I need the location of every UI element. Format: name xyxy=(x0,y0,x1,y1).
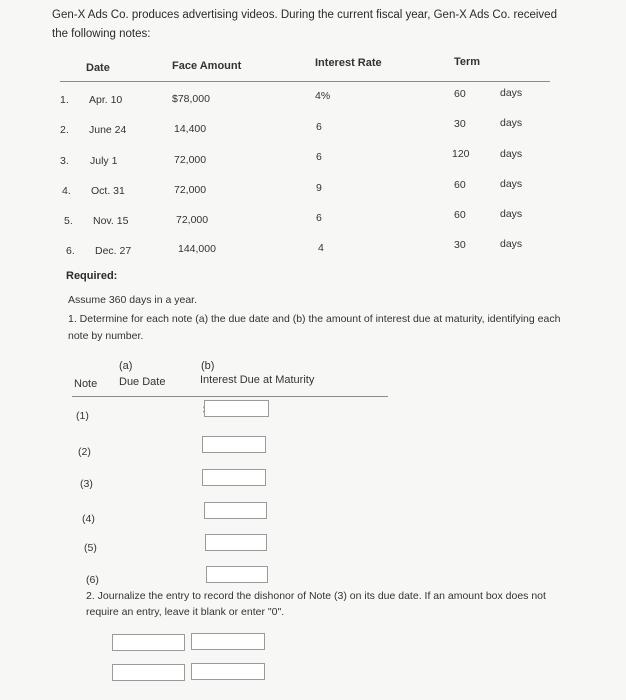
row-number: 5. xyxy=(64,215,73,227)
row-term-unit: days xyxy=(500,87,523,99)
row-face-amount: 72,000 xyxy=(174,184,207,196)
assume-text: Assume 360 days in a year. xyxy=(68,294,197,306)
row-term-unit: days xyxy=(500,238,523,250)
table-header-rule xyxy=(60,81,550,82)
row-date: Dec. 27 xyxy=(95,245,132,257)
row-face-amount: 14,400 xyxy=(174,123,207,135)
row-date: Oct. 31 xyxy=(91,185,125,197)
journal-credit-input-1[interactable] xyxy=(191,633,265,650)
interest-input-6[interactable] xyxy=(206,566,268,583)
row-term: 60 xyxy=(454,88,466,100)
answer-note-label: (1) xyxy=(76,410,89,422)
row-number: 3. xyxy=(60,155,69,167)
journal-debit-input-1[interactable] xyxy=(112,634,185,651)
row-date: Apr. 10 xyxy=(89,94,123,106)
col-b-label: (b) xyxy=(201,360,215,372)
row-interest-rate: 4% xyxy=(315,90,331,102)
row-date: July 1 xyxy=(90,155,118,167)
row-interest-rate: 4 xyxy=(318,242,324,254)
row-term: 120 xyxy=(452,148,470,160)
journal-credit-input-2[interactable] xyxy=(191,663,265,680)
row-face-amount: 72,000 xyxy=(176,214,209,226)
row-term-unit: days xyxy=(500,178,523,190)
row-term: 30 xyxy=(454,118,466,130)
col-note-header: Note xyxy=(74,378,98,390)
row-term-unit: days xyxy=(500,208,523,220)
row-term: 60 xyxy=(454,209,466,221)
interest-input-3[interactable] xyxy=(202,469,266,486)
required-heading: Required: xyxy=(66,270,118,282)
row-date: Nov. 15 xyxy=(93,215,129,227)
answer-note-label: (3) xyxy=(80,478,93,490)
row-number: 1. xyxy=(60,94,69,106)
row-number: 4. xyxy=(62,185,71,197)
header-interest-rate: Interest Rate xyxy=(315,57,382,69)
row-interest-rate: 6 xyxy=(316,151,322,163)
answer-note-label: (2) xyxy=(78,446,91,458)
row-face-amount: 144,000 xyxy=(178,243,216,255)
col-interest-header: Interest Due at Maturity xyxy=(200,374,315,386)
header-date: Date xyxy=(86,62,110,74)
row-term-unit: days xyxy=(500,148,523,160)
row-interest-rate: 6 xyxy=(316,212,322,224)
row-interest-rate: 9 xyxy=(316,182,322,194)
answer-header-rule xyxy=(72,396,388,397)
row-term: 30 xyxy=(454,239,466,251)
question-2: 2. Journalize the entry to record the dishonor of Note (3) on its due date. If an amount box does not require an entry, leave it blank or enter "0". xyxy=(86,590,546,618)
answer-note-label: (4) xyxy=(82,513,95,525)
interest-input-5[interactable] xyxy=(205,534,267,551)
intro-text: Gen-X Ads Co. produces advertising videos. During the current fiscal year, Gen-X Ads Co. received the following notes: xyxy=(52,9,557,40)
row-interest-rate: 6 xyxy=(316,121,322,133)
row-face-amount: $78,000 xyxy=(172,93,210,105)
answer-note-label: (6) xyxy=(86,574,99,586)
answer-note-label: (5) xyxy=(84,542,97,554)
row-number: 2. xyxy=(60,124,69,136)
row-face-amount: 72,000 xyxy=(174,154,207,166)
row-number: 6. xyxy=(66,245,75,257)
row-term-unit: days xyxy=(500,117,523,129)
interest-input-1[interactable] xyxy=(204,400,269,417)
header-face-amount: Face Amount xyxy=(172,60,242,72)
col-due-date-header: Due Date xyxy=(119,376,166,388)
row-term: 60 xyxy=(454,179,466,191)
journal-debit-input-2[interactable] xyxy=(112,664,185,681)
interest-input-2[interactable] xyxy=(202,436,266,453)
interest-input-4[interactable] xyxy=(204,502,267,519)
question-1: 1. Determine for each note (a) the due date and (b) the amount of interest due at maturity, identifying each note by number. xyxy=(68,313,561,342)
row-date: June 24 xyxy=(89,124,127,136)
header-term: Term xyxy=(454,56,481,68)
col-a-label: (a) xyxy=(119,360,133,372)
